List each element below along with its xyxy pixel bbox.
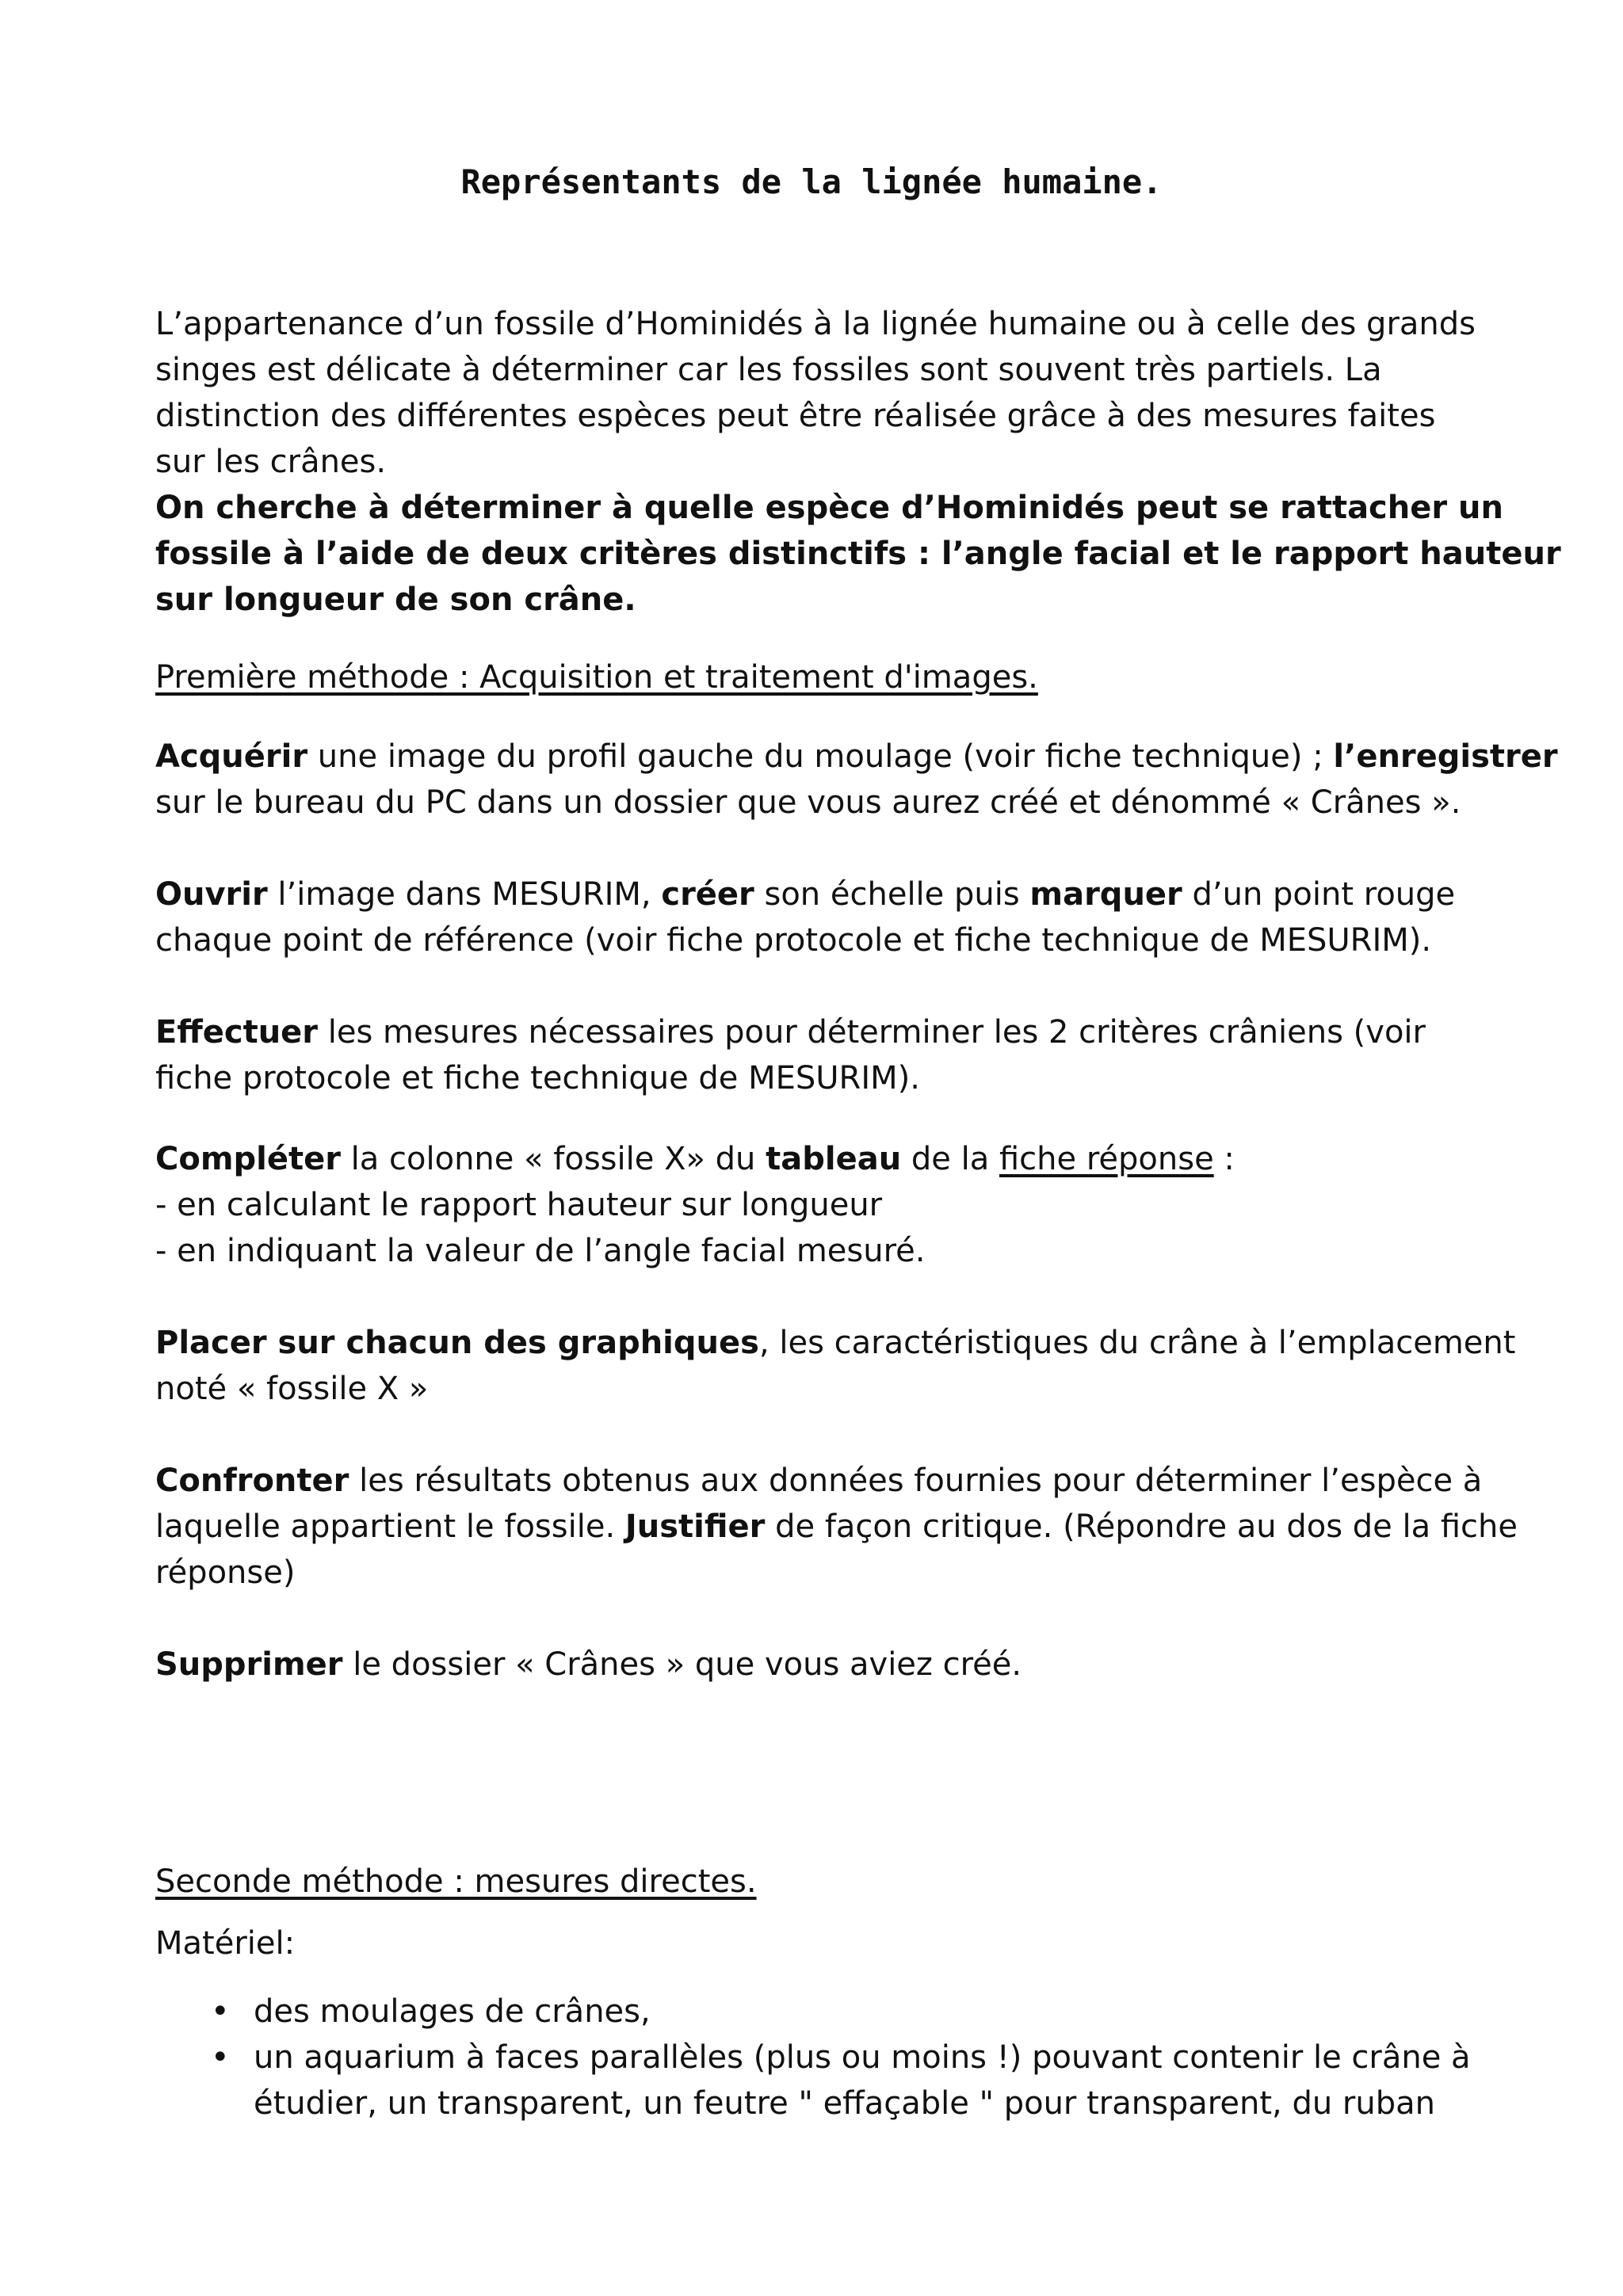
measure-verb: Effectuer [155, 1014, 319, 1051]
answer-sheet-link: fiche réponse [999, 1141, 1214, 1177]
place-text: , les caractéristiques du crâne à l’emplacement [758, 1325, 1516, 1361]
step-complete [155, 1136, 1503, 1274]
method1-heading-text: Première méthode : Acquisition et traitement d'images. [155, 659, 1038, 696]
dash-item: - en calculant le rapport hauteur sur longueur [155, 1187, 883, 1223]
step-delete [155, 1642, 1503, 1688]
step-place-line2: noté « fossile X » [155, 1371, 429, 1407]
list-item-line: un aquarium à faces parallèles (plus ou moins !) pouvant contenir le crâne à [254, 2039, 1471, 2076]
objective-line: fossile à l’aide de deux critères distinctifs : l’angle facial et le rapport hauteur [155, 536, 1561, 572]
step-open-line1 [155, 871, 1503, 917]
open-verb: Ouvrir [155, 876, 268, 913]
step-open [155, 871, 1503, 963]
confront-text-2b: de façon critique. (Répondre au dos de la fiche [765, 1508, 1518, 1545]
step-acquire [155, 734, 1558, 826]
step-confront-line1 [155, 1458, 1503, 1504]
confront-text-2a: laquelle appartient le fossile. [155, 1508, 625, 1545]
list-item-line: étudier, un transparent, un feutre " effaçable " pour transparent, du ruban [254, 2085, 1435, 2122]
colon: : [1213, 1141, 1235, 1177]
step-delete-line [155, 1642, 1503, 1688]
method2-heading-text: Seconde méthode : mesures directes. [155, 1863, 757, 1900]
objective-line: On cherche à déterminer à quelle espèce d’Hominidés peut se rattacher un [155, 490, 1503, 526]
step-confront-line2 [155, 1504, 1518, 1550]
acquire-text: une image du profil gauche du moulage (voir fiche technique) ; [307, 738, 1334, 775]
intro-line: sur les crânes. [155, 444, 387, 480]
intro-line: distinction des différentes espèces peut être réalisée grâce à des mesures faites [155, 398, 1436, 434]
material-label-text: Matériel: [155, 1925, 296, 1962]
objective-line: sur longueur de son crâne. [155, 582, 636, 618]
mark-text: d’un point rouge [1182, 876, 1456, 913]
step-measure-line2: fiche protocole et fiche technique de MESURIM). [155, 1060, 920, 1097]
intro-line: singes est délicate à déterminer car les fossiles sont souvent très partiels. La [155, 352, 1382, 388]
step-place-line1 [155, 1320, 1516, 1366]
step-confront [155, 1458, 1518, 1596]
confront-text: les résultats obtenus aux données fournies pour déterminer l’espèce à [349, 1463, 1483, 1499]
step-acquire-line1 [155, 734, 1558, 780]
justify-verb: Justifier [624, 1508, 766, 1545]
page-title: Représentants de la lignée humaine. [460, 162, 1163, 201]
measure-text: les mesures nécessaires pour déterminer les 2 critères crâniens (voir [318, 1014, 1426, 1051]
method1-heading [155, 654, 1503, 700]
step-measure-line1 [155, 1009, 1503, 1055]
material-list [212, 1989, 1528, 2126]
table-text: de la [901, 1141, 999, 1177]
intro-line: L’appartenance d’un fossile d’Hominidés à la lignée humaine ou à celle des grands [155, 306, 1476, 342]
confront-verb: Confronter [155, 1463, 349, 1499]
list-item [212, 2035, 1528, 2126]
bullet-icon: • [211, 1993, 230, 2030]
open-text: l’image dans MESURIM, [267, 876, 662, 913]
dash-item: - en indiquant la valeur de l’angle facial mesuré. [155, 1233, 926, 1269]
place-verb: Placer sur chacun des graphiques [155, 1325, 759, 1361]
table-word: tableau [766, 1141, 902, 1177]
delete-text: le dossier « Crânes » que vous aviez créé. [342, 1646, 1022, 1683]
save-verb: l’enregistrer [1333, 738, 1558, 775]
delete-verb: Supprimer [155, 1646, 343, 1683]
create-text: son échelle puis [754, 876, 1030, 913]
complete-verb: Compléter [155, 1141, 341, 1177]
list-item-line: des moulages de crânes, [254, 1993, 651, 2030]
mark-verb: marquer [1029, 876, 1182, 913]
create-verb: créer [661, 876, 754, 913]
list-item [212, 1989, 1528, 2035]
step-open-line2: chaque point de référence (voir fiche protocole et fiche technique de MESURIM). [155, 922, 1432, 959]
acquire-verb: Acquérir [155, 738, 308, 775]
bullet-icon: • [211, 2039, 230, 2076]
step-measure [155, 1009, 1503, 1101]
method2-heading [155, 1859, 1503, 1905]
complete-text: la colonne « fossile X» du [340, 1141, 766, 1177]
step-complete-line1 [155, 1136, 1503, 1182]
step-place [155, 1320, 1516, 1412]
step-acquire-line2: sur le bureau du PC dans un dossier que vous aurez créé et dénommé « Crânes ». [155, 784, 1461, 821]
material-label [155, 1920, 1503, 1966]
step-confront-line3: réponse) [155, 1554, 296, 1591]
intro-paragraph [155, 301, 1561, 623]
